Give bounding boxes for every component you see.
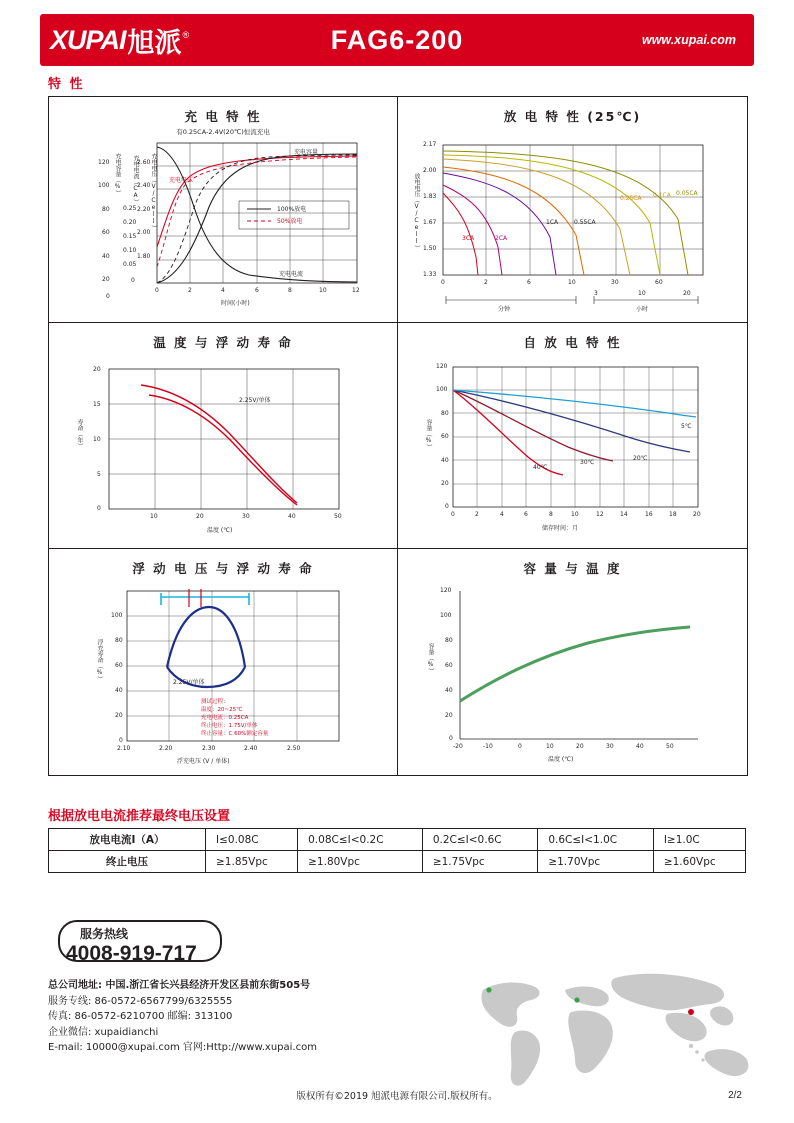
xtick: 16	[645, 511, 653, 518]
ytick: 10	[93, 436, 101, 443]
cell: 0.2C≤I<0.6C	[422, 829, 538, 851]
ytick: 0	[131, 277, 135, 284]
chart-temperature-float-life	[49, 323, 398, 549]
ytick: 60	[441, 433, 449, 440]
page-header	[40, 14, 754, 66]
chart-title: 温 度 与 浮 动 寿 命	[153, 335, 293, 350]
axis-group-hours: 小时	[636, 306, 649, 313]
ytick: 100	[98, 182, 110, 189]
ytick: 20	[102, 276, 110, 283]
ytick: 120	[436, 363, 448, 370]
xtick: 10	[638, 290, 646, 297]
xtick: 12	[596, 511, 604, 518]
cell: I≥1.0C	[653, 829, 745, 851]
ytick: 80	[115, 637, 123, 644]
xtick: 60	[655, 279, 663, 286]
ytick: 100	[440, 612, 452, 619]
ytick: 100	[111, 612, 123, 619]
xtick: 2	[188, 287, 192, 294]
xtick: 10	[319, 287, 327, 294]
xtick: 2.40	[244, 745, 258, 752]
world-map-graphic	[455, 960, 755, 1090]
note-line-4: 终止电压：1.75V/单体	[201, 723, 258, 729]
ytick: 0.25	[123, 205, 137, 212]
ytick: 2.40	[137, 182, 151, 189]
axis-label-charge-current: 充电电流（CA）	[132, 155, 139, 205]
xtick: 6	[524, 511, 528, 518]
ytick: 60	[102, 229, 110, 236]
table-row	[49, 829, 746, 851]
note-line-5: 终止容量：C 60%额定容量	[201, 731, 269, 737]
xtick: 40	[636, 743, 644, 750]
xtick: 2.20	[159, 745, 173, 752]
chart-subtitle: 有0.25CA-2.4V(20℃)恒流充电	[176, 128, 270, 136]
axis-label-x: 时间(小时)	[221, 300, 250, 307]
axis-label-x: 浮充电压 (V / 单体)	[177, 758, 230, 765]
curve-label-40c: 40℃	[533, 464, 548, 471]
ytick: 40	[441, 457, 449, 464]
xtick: 14	[620, 511, 628, 518]
curve-label-3ca: 3CA	[462, 235, 475, 242]
ytick: 0.20	[123, 219, 137, 226]
axis-label-x: 储存时间：月	[542, 525, 579, 532]
email-line: E-mail: 10000@xupai.com 官网:Http://www.xupai.com	[48, 1042, 317, 1053]
section-title-final-voltage: 根据放电电流推荐最终电压设置	[48, 809, 231, 824]
page-number: 2/2	[728, 1090, 742, 1101]
ytick: 1.67	[423, 219, 437, 226]
cell: ≥1.80Vpc	[298, 851, 423, 873]
ytick: 1.80	[137, 253, 151, 260]
ytick: 0.15	[123, 233, 137, 240]
axis-label-x: 温度 (℃)	[548, 756, 574, 763]
xtick: 8	[549, 511, 553, 518]
ytick: 2.60	[137, 159, 151, 166]
hotline-label: 服务热线	[76, 925, 132, 942]
annotation-225v: 2.25V/单体	[239, 397, 271, 404]
ytick: 2.00	[423, 167, 437, 174]
xtick: 4	[221, 287, 225, 294]
chart-title: 充 电 特 性	[184, 109, 262, 124]
row-header-final-voltage: 终止电压	[49, 851, 206, 873]
xtick: 2.30	[202, 745, 216, 752]
xtick: 10	[150, 513, 158, 520]
ytick: 80	[445, 637, 453, 644]
xtick: 6	[527, 279, 531, 286]
note-line-1: 测试过程：	[201, 699, 229, 705]
registered-trademark-icon: ®	[182, 30, 190, 40]
curve-label-025ca: 0.25CA	[620, 195, 642, 202]
ytick: 15	[93, 401, 101, 408]
chart-title: 浮 动 电 压 与 浮 动 寿 命	[132, 561, 314, 576]
annotation-charge-capacity: 充电容量	[294, 149, 319, 156]
cell: I≤0.08C	[206, 829, 298, 851]
curve-label-5c: 5℃	[681, 423, 692, 430]
ytick: 1.33	[423, 271, 437, 278]
ytick: 60	[445, 662, 453, 669]
chart-title: 自 放 电 特 性	[523, 335, 622, 350]
xtick: 4	[500, 511, 504, 518]
xtick: 2.10	[117, 745, 131, 752]
section-title-characteristics: 特 性	[48, 77, 85, 92]
annotation-charge-voltage: 充电电压	[169, 177, 194, 184]
ytick: 0.05	[123, 261, 137, 268]
ytick: 1.83	[423, 193, 437, 200]
cell: 0.6C≤I<1.0C	[538, 829, 654, 851]
ytick: 80	[441, 410, 449, 417]
axis-label-charge-capacity: 充电容量（%）	[114, 153, 121, 196]
xtick: 10	[546, 743, 554, 750]
logo-text-cn: 旭派	[127, 27, 182, 59]
ytick: 100	[436, 386, 448, 393]
xtick: 50	[334, 513, 342, 520]
curve-label-20c: 20℃	[633, 455, 648, 462]
ytick: 0	[106, 293, 110, 300]
ytick: 40	[102, 253, 110, 260]
chart-charge-characteristics	[49, 97, 398, 323]
cell: ≥1.75Vpc	[422, 851, 538, 873]
xtick: 12	[352, 287, 360, 294]
row-header-discharge-current: 放电电流I（A）	[49, 829, 206, 851]
ytick: 2.20	[137, 206, 151, 213]
curve-label-01ca: 0.1CA	[653, 192, 671, 199]
legend-50-discharge: 50%放电	[277, 218, 303, 225]
xtick: 20	[576, 743, 584, 750]
xtick: 20	[196, 513, 204, 520]
charts-grid	[48, 96, 748, 776]
xtick: 10	[568, 279, 576, 286]
axis-label-capacity: 容量（%）	[427, 643, 434, 674]
xtick: 10	[571, 511, 579, 518]
axis-label-life: 寿命（年）	[76, 419, 83, 449]
wechat-line: 企业微信: xupaidianchi	[48, 1026, 159, 1038]
xtick: -10	[483, 743, 493, 750]
ytick: 120	[98, 159, 110, 166]
ytick: 20	[93, 366, 101, 373]
axis-group-minutes: 分钟	[498, 306, 511, 313]
chart-self-discharge	[398, 323, 747, 549]
xtick: 30	[242, 513, 250, 520]
axis-label-x: 温度 (℃)	[207, 527, 233, 534]
ytick: 0	[445, 503, 449, 510]
fax-line: 传真: 86-0572-6210700 邮编: 313100	[48, 1011, 233, 1022]
ytick: 0	[97, 505, 101, 512]
curve-label-2ca: 2CA	[495, 235, 508, 242]
address-line: 总公司地址: 中国.浙江省长兴县经济开发区县前东街505号	[48, 980, 311, 991]
xtick: 2	[484, 279, 488, 286]
xtick: 2.50	[287, 745, 301, 752]
ytick: 80	[102, 206, 110, 213]
xtick: 18	[669, 511, 677, 518]
ytick: 1.50	[423, 245, 437, 252]
note-line-2: 温度：20~25℃	[201, 707, 243, 713]
axis-label-discharge-voltage: 放电电压（V/Cell）	[413, 173, 420, 251]
service-line: 服务专线: 86-0572-6567799/6325555	[48, 995, 233, 1007]
chart-float-voltage-life	[49, 549, 398, 775]
note-line-3: 充电电流：0.25CA	[201, 715, 249, 721]
xtick: 8	[288, 287, 292, 294]
ytick: 0	[119, 737, 123, 744]
xtick: 30	[611, 279, 619, 286]
axis-label-capacity: 容量（%）	[425, 419, 432, 450]
curve-label-005ca: 0.05CA	[676, 190, 698, 197]
xtick: -20	[453, 743, 463, 750]
website-url: www.xupai.com	[641, 33, 736, 47]
cell: ≥1.70Vpc	[538, 851, 654, 873]
annotation-225v: 2.25V/单体	[173, 679, 205, 686]
axis-label-charge-voltage: 充电电压（V/Cell）	[150, 153, 157, 231]
cell: ≥1.85Vpc	[206, 851, 298, 873]
axis-label-float-life: 浮充寿命（%）	[96, 639, 103, 682]
cell: ≥1.60Vpc	[653, 851, 745, 873]
copyright-text: 版权所有©2019 旭派电源有限公司.版权所有。	[296, 1091, 498, 1102]
ytick: 20	[441, 480, 449, 487]
xtick: 0	[518, 743, 522, 750]
ytick: 40	[445, 687, 453, 694]
chart-discharge-characteristics	[398, 97, 747, 323]
xtick: 6	[255, 287, 259, 294]
xtick: 2	[475, 511, 479, 518]
xtick: 3	[594, 290, 598, 297]
chart-capacity-temperature	[398, 549, 747, 775]
product-model: FAG6-200	[330, 24, 464, 55]
curve-label-055ca: 0.55CA	[574, 219, 596, 226]
curve-label-30c: 30℃	[580, 459, 595, 466]
ytick: 40	[115, 687, 123, 694]
company-address-block	[48, 978, 478, 1056]
xtick: 40	[288, 513, 296, 520]
ytick: 2.00	[137, 229, 151, 236]
ytick: 2.17	[423, 141, 437, 148]
xtick: 0	[451, 511, 455, 518]
ytick: 120	[440, 587, 452, 594]
xtick: 50	[666, 743, 674, 750]
table-row	[49, 851, 746, 873]
ytick: 5	[97, 471, 101, 478]
xtick: 30	[606, 743, 614, 750]
ytick: 60	[115, 662, 123, 669]
xtick: 0	[155, 287, 159, 294]
logo-text-en: XUPAI	[50, 24, 126, 55]
xtick: 20	[683, 290, 691, 297]
xtick: 20	[693, 511, 701, 518]
ytick: 0	[449, 735, 453, 742]
ytick: 20	[445, 712, 453, 719]
chart-title: 容 量 与 温 度	[523, 561, 622, 576]
legend-100-discharge: 100%放电	[277, 206, 307, 213]
ytick: 0.10	[123, 247, 137, 254]
chart-title: 放 电 特 性 (25℃)	[503, 109, 642, 124]
hotline-number: 4008-919-717	[66, 942, 197, 965]
final-voltage-table	[48, 828, 746, 873]
cell: 0.08C≤I<0.2C	[298, 829, 423, 851]
ytick: 20	[115, 712, 123, 719]
xtick: 0	[441, 279, 445, 286]
annotation-charge-current: 充电电流	[279, 271, 304, 278]
curve-label-1ca: 1CA	[546, 219, 559, 226]
